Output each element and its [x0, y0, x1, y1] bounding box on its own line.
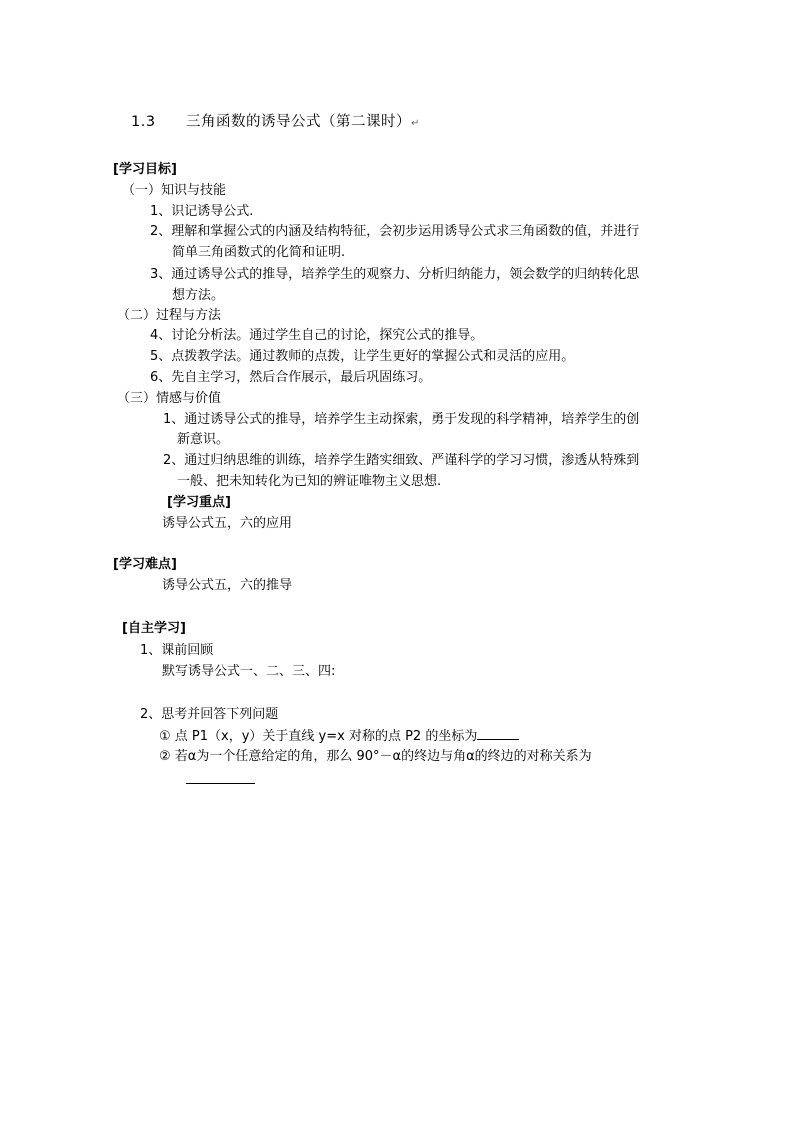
section2-heading: （二）过程与方法	[117, 308, 222, 323]
q1-text: 默写诱导公式一、二、三、四:	[162, 664, 336, 679]
section1-heading: （一）知识与技能	[122, 183, 227, 198]
q2-a	[159, 727, 519, 745]
section-number: 1.3	[131, 114, 156, 130]
q1-title: 1、课前回顾	[140, 643, 214, 658]
answer-blank-1[interactable]	[477, 727, 519, 740]
s1-item-3: 3、通过诱导公式的推导，培养学生的观察力、分析归纳能力，领会数学的归纳转化思	[150, 267, 640, 282]
s2-item-4: 4、讨论分析法。通过学生自己的讨论，探究公式的推导。	[150, 328, 484, 343]
s2-item-6: 6、先自主学习，然后合作展示，最后巩固练习。	[150, 370, 432, 385]
q2-b: ② 若α为一个任意给定的角，那么 90°－α的终边与角α的终边的对称关系为	[159, 749, 592, 764]
key-points-heading: [学习重点]	[167, 495, 231, 510]
paragraph-mark: ↵	[411, 118, 420, 129]
s3-item-2-cont: 一般、把未知转化为已知的辨证唯物主义思想.	[177, 474, 442, 489]
s3-item-2: 2、通过归纳思维的训练，培养学生踏实细致、严谨科学的学习习惯，渗透从特殊到	[163, 453, 640, 468]
section3-heading: （三）情感与价值	[117, 391, 222, 406]
s1-item-3-cont: 想方法。	[172, 288, 225, 303]
key-points-text: 诱导公式五，六的应用	[162, 516, 293, 531]
q2-a-text: ① 点 P1（x，y）关于直线 y=x 对称的点 P2 的坐标为	[159, 729, 478, 744]
page-title	[131, 114, 420, 132]
s1-item-1: 1、识记诱导公式.	[150, 204, 254, 219]
q2-title: 2、思考并回答下列问题	[140, 707, 279, 722]
s3-item-1-cont: 新意识。	[177, 432, 230, 447]
s3-item-1: 1、通过诱导公式的推导，培养学生主动探索，勇于发现的科学精神，培养学生的创	[163, 412, 640, 427]
objectives-heading: [学习目标]	[113, 162, 177, 177]
s1-item-2: 2、理解和掌握公式的内涵及结构特征，会初步运用诱导公式求三角函数的值，并进行	[150, 224, 640, 239]
s2-item-5: 5、点拨教学法。通过教师的点拨，让学生更好的掌握公式和灵活的应用。	[150, 349, 575, 364]
s1-item-2-cont: 简单三角函数式的化简和证明.	[172, 245, 346, 260]
title-text: 三角函数的诱导公式（第二课时）	[186, 114, 411, 130]
difficulty-text: 诱导公式五，六的推导	[162, 578, 293, 593]
self-study-heading: [自主学习]	[122, 621, 186, 636]
answer-blank-2[interactable]	[186, 783, 255, 784]
difficulty-heading: [学习难点]	[113, 557, 177, 572]
